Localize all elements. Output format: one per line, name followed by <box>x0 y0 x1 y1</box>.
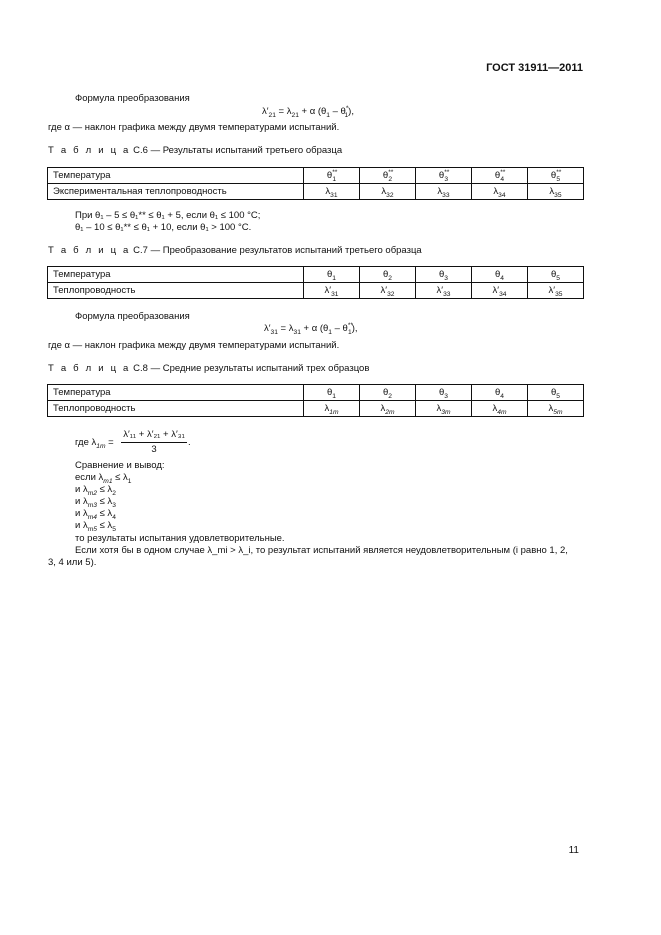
formula1-expression: $\lambda'_{21} = \lambda_{21} + \alpha$ $(\theta_1 - \theta^*_1)$, <box>262 105 354 119</box>
table-cell: $\lambda_{4m}$ <box>472 401 528 417</box>
table-cell: $\lambda_{31}$ <box>304 184 360 200</box>
table-cell: $\theta^{**}_4$ <box>472 168 528 184</box>
table8-caption: Т а б л и ц а С.8 — Средние результаты испытаний трех образцов <box>48 363 370 374</box>
table-cell: $\lambda'_{32}$ <box>360 283 416 299</box>
table-cell: $\theta_3$ <box>416 267 472 283</box>
fraction-bar <box>121 442 187 443</box>
table-cell: $\theta_2$ <box>360 385 416 401</box>
page-number: 11 <box>568 845 579 856</box>
table-cell: $\lambda_{3m}$ <box>416 401 472 417</box>
table-cell: $\lambda_{5m}$ <box>528 401 584 417</box>
comparison-line: и $\lambda_{m3} \le \lambda_3$ <box>75 496 116 509</box>
table-cell: $\lambda'_{35}$ <box>528 283 584 299</box>
table-cell: $\lambda'_{34}$ <box>472 283 528 299</box>
condition-line2: θ₁ – 10 ≤ θ₁** ≤ θ₁ + 10, если θ₁ > 100 °С. <box>75 222 252 233</box>
table-cell: $\theta^{**}_5$ <box>528 168 584 184</box>
table6-row1-label: Температура <box>48 168 304 184</box>
table6-row2-label: Экспериментальная теплопроводность <box>48 184 304 200</box>
comparison-line: и $\lambda_{m4} \le \lambda_4$ <box>75 508 116 521</box>
table-cell: $\theta^{**}_1$ <box>304 168 360 184</box>
table-cell: $\theta_1$ <box>304 267 360 283</box>
table6 <box>47 167 584 200</box>
table-cell: $\lambda'_{33}$ <box>416 283 472 299</box>
comparison-line: и $\lambda_{m2} \le \lambda_2$ <box>75 484 116 497</box>
mean-formula-numerator: λ′₁₁ + λ′₂₁ + λ′₃₁ <box>123 429 185 440</box>
table-cell: $\lambda_{1m}$ <box>304 401 360 417</box>
table-cell: $\theta_5$ <box>528 267 584 283</box>
table-row <box>48 385 584 401</box>
comparison-line: если $\lambda_{m1} \le \lambda_1$ <box>75 472 132 485</box>
mean-formula-where: где $\lambda_{1m}$ = <box>75 437 114 450</box>
formula1-label: Формула преобразования <box>75 93 190 104</box>
table-row <box>48 283 584 299</box>
table-cell: $\theta^{**}_3$ <box>416 168 472 184</box>
table-cell: $\lambda_{35}$ <box>528 184 584 200</box>
table8-row1-label: Температура <box>48 385 304 401</box>
table-row <box>48 267 584 283</box>
comparison-fail-line2: 3, 4 или 5). <box>48 557 97 568</box>
table-cell: $\lambda_{34}$ <box>472 184 528 200</box>
table-cell: $\theta_4$ <box>472 267 528 283</box>
comparison-conclusion: то результаты испытания удовлетворительные. <box>75 533 285 544</box>
table-cell: $\theta^{**}_2$ <box>360 168 416 184</box>
table-cell: $\theta_4$ <box>472 385 528 401</box>
table-cell: $\theta_3$ <box>416 385 472 401</box>
table-row <box>48 184 584 200</box>
table8-row2-label: Теплопроводность <box>48 401 304 417</box>
formula2-expression: $\lambda'_{31} = \lambda_{31} + \alpha$ $(\theta_1 - \theta^{**}_1)$, <box>264 322 358 336</box>
formula2-label: Формула преобразования <box>75 311 190 322</box>
table-cell: $\lambda'_{31}$ <box>304 283 360 299</box>
table-cell: $\theta_2$ <box>360 267 416 283</box>
condition-line1: При θ₁ – 5 ≤ θ₁** ≤ θ₁ + 5, если θ₁ ≤ 100 °С; <box>75 210 261 221</box>
comparison-line: и $\lambda_{m5} \le \lambda_5$ <box>75 520 116 533</box>
table8 <box>47 384 584 417</box>
comparison-fail-line1: Если хотя бы в одном случае λ_mi > λ_i, то результат испытаний является неудовлетворительным (i равно 1, 2, <box>75 545 568 556</box>
mean-formula-denominator: 3 <box>151 444 157 455</box>
table7 <box>47 266 584 299</box>
table7-row2-label: Теплопроводность <box>48 283 304 299</box>
table-cell: $\theta_5$ <box>528 385 584 401</box>
table6-caption: Т а б л и ц а С.6 — Результаты испытаний третьего образца <box>48 145 343 156</box>
table7-row1-label: Температура <box>48 267 304 283</box>
table7-caption: Т а б л и ц а С.7 — Преобразование результатов испытаний третьего образца <box>48 245 422 256</box>
formula1-where: где α — наклон графика между двумя температурами испытаний. <box>48 122 340 133</box>
table-cell: $\lambda_{32}$ <box>360 184 416 200</box>
comparison-heading: Сравнение и вывод: <box>75 460 165 471</box>
table-row <box>48 168 584 184</box>
mean-formula-tail: . <box>188 437 191 448</box>
table-cell: $\lambda_{33}$ <box>416 184 472 200</box>
table-row <box>48 401 584 417</box>
table-cell: $\lambda_{2m}$ <box>360 401 416 417</box>
table-cell: $\theta_1$ <box>304 385 360 401</box>
formula2-where: где α — наклон графика между двумя температурами испытаний. <box>48 340 340 351</box>
document-code: ГОСТ 31911—2011 <box>486 62 583 74</box>
